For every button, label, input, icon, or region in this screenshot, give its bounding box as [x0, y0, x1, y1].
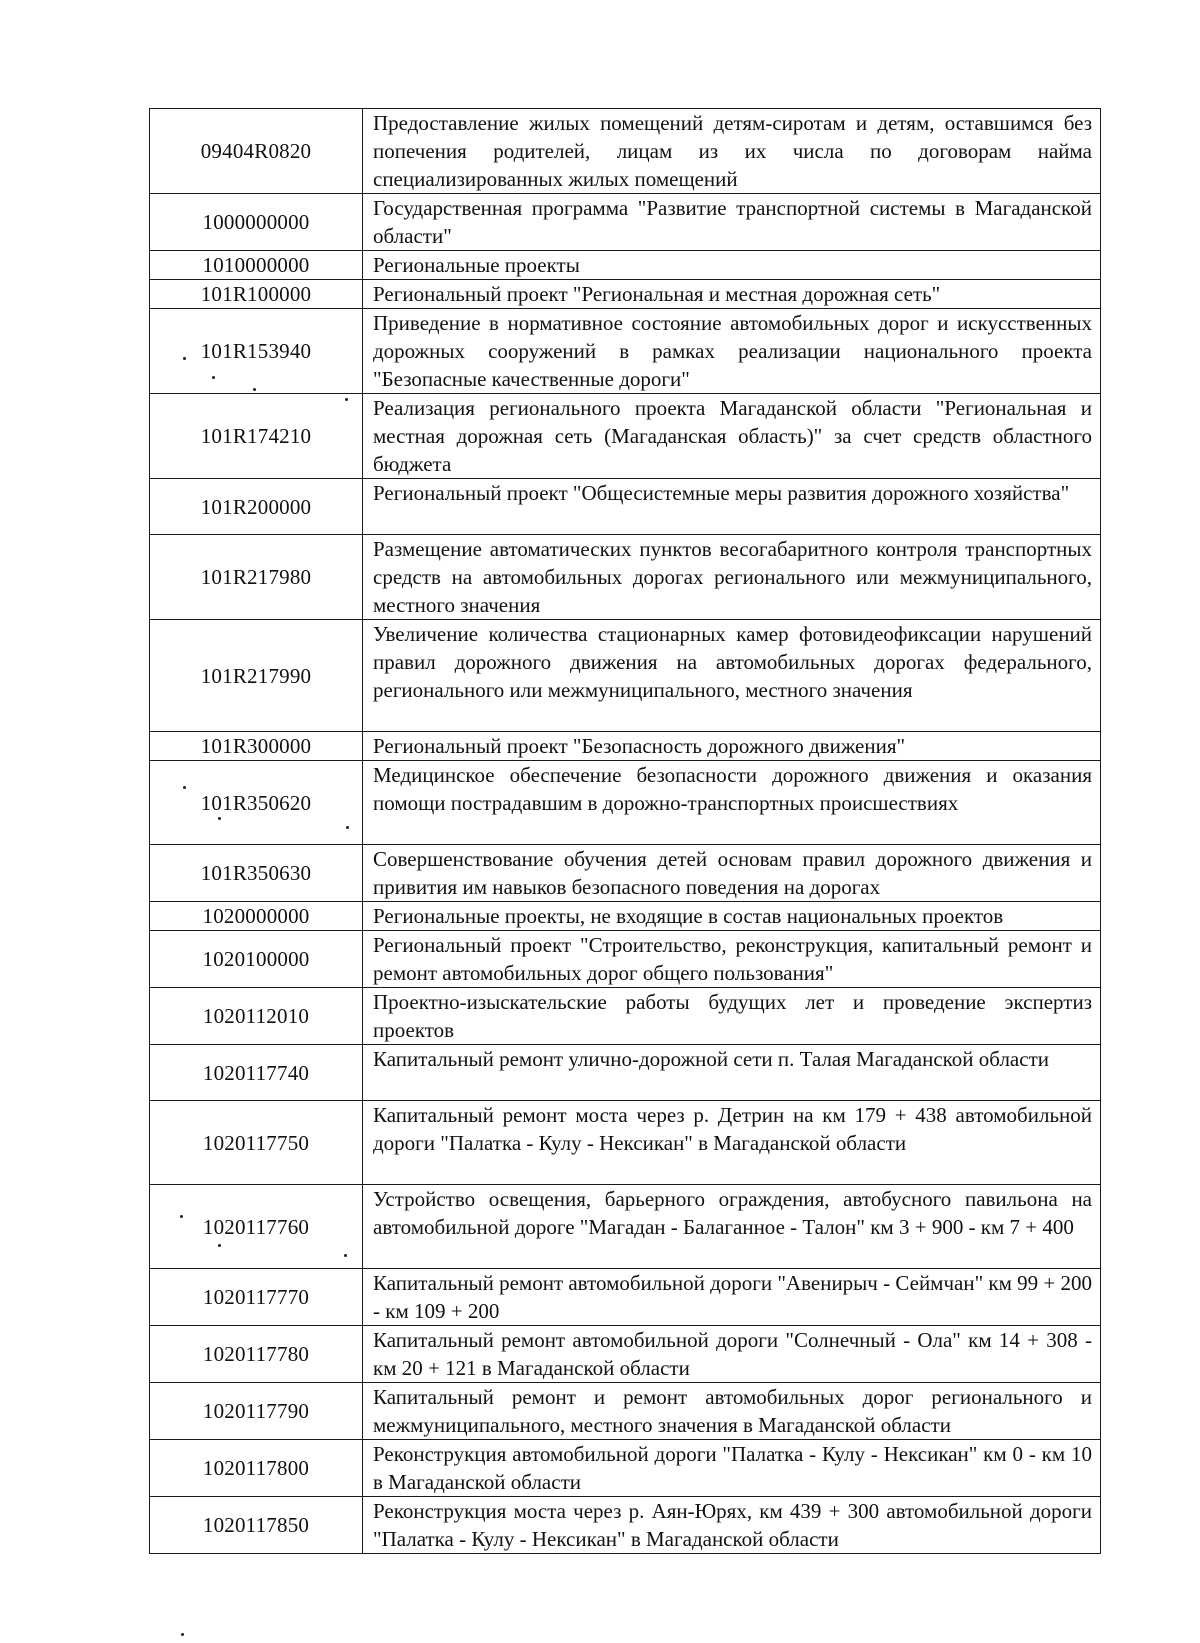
code-cell: 101R153940 — [150, 309, 363, 394]
scan-speck — [345, 398, 348, 401]
description-cell: Реконструкция автомобильной дороги "Палатка - Кулу - Нексикан" км 0 - км 10 в Магаданской области — [363, 1440, 1101, 1497]
code-cell: 101R300000 — [150, 732, 363, 761]
code-cell: 1020117780 — [150, 1326, 363, 1383]
code-cell: 101R350620 — [150, 761, 363, 845]
code-cell: 1020117790 — [150, 1383, 363, 1440]
table-row — [150, 1045, 1101, 1101]
scan-speck — [253, 388, 256, 391]
description-cell: Реализация регионального проекта Магаданской области "Региональная и местная дорожная сеть (Магаданская область)" за счет средств областного бюджета — [363, 394, 1101, 479]
description-cell: Капитальный ремонт моста через р. Детрин на км 179 + 438 автомобильной дороги "Палатка - Кулу - Нексикан" в Магаданской области — [363, 1101, 1101, 1185]
scan-speck — [218, 817, 221, 820]
scan-speck — [218, 1244, 221, 1247]
code-cell: 1020100000 — [150, 931, 363, 988]
code-cell: 1000000000 — [150, 194, 363, 251]
scan-speck — [183, 786, 186, 789]
description-cell: Региональные проекты — [363, 251, 1101, 280]
description-cell: Капитальный ремонт автомобильной дороги "Авенирыч - Сеймчан" км 99 + 200 - км 109 + 200 — [363, 1269, 1101, 1326]
table-row — [150, 732, 1101, 761]
description-cell: Региональный проект "Региональная и местная дорожная сеть" — [363, 280, 1101, 309]
table-row — [150, 194, 1101, 251]
table-row — [150, 109, 1101, 194]
description-cell: Реконструкция моста через р. Аян-Юрях, км 439 + 300 автомобильной дороги "Палатка - Кулу - Нексикан" в Магаданской области — [363, 1497, 1101, 1554]
table-row — [150, 251, 1101, 280]
code-cell: 101R174210 — [150, 394, 363, 479]
description-cell: Региональные проекты, не входящие в состав национальных проектов — [363, 902, 1101, 931]
code-cell: 1020112010 — [150, 988, 363, 1045]
table-row — [150, 479, 1101, 535]
description-cell: Капитальный ремонт улично-дорожной сети п. Талая Магаданской области — [363, 1045, 1101, 1101]
table-row — [150, 1440, 1101, 1497]
scan-speck — [180, 1215, 183, 1218]
scan-speck — [344, 1254, 347, 1257]
description-cell: Увеличение количества стационарных камер фотовидеофиксации нарушений правил дорожного движения на автомобильных дорогах федерального, регионального или межмуниципального, местного значения — [363, 620, 1101, 732]
table-row — [150, 280, 1101, 309]
table-row — [150, 394, 1101, 479]
table-row — [150, 620, 1101, 732]
table-row — [150, 1269, 1101, 1326]
description-cell: Капитальный ремонт автомобильной дороги "Солнечный - Ола" км 14 + 308 - км 20 + 121 в Магаданской области — [363, 1326, 1101, 1383]
table-row — [150, 988, 1101, 1045]
code-cell: 1020117850 — [150, 1497, 363, 1554]
code-cell: 1020117800 — [150, 1440, 363, 1497]
code-cell: 101R100000 — [150, 280, 363, 309]
description-cell: Региональный проект "Общесистемные меры развития дорожного хозяйства" — [363, 479, 1101, 535]
table-row — [150, 1497, 1101, 1554]
code-cell: 1020000000 — [150, 902, 363, 931]
code-cell: 101R217980 — [150, 535, 363, 620]
table-row — [150, 1185, 1101, 1269]
description-cell: Региональный проект "Безопасность дорожного движения" — [363, 732, 1101, 761]
description-cell: Проектно-изыскательские работы будущих лет и проведение экспертиз проектов — [363, 988, 1101, 1045]
code-cell: 1020117770 — [150, 1269, 363, 1326]
budget-code-table — [149, 108, 1101, 1554]
description-cell: Совершенствование обучения детей основам правил дорожного движения и привития им навыков безопасного поведения на дорогах — [363, 845, 1101, 902]
description-cell: Размещение автоматических пунктов весогабаритного контроля транспортных средств на автомобильных дорогах регионального или межмуниципального, местного значения — [363, 535, 1101, 620]
table-row — [150, 535, 1101, 620]
description-cell: Предоставление жилых помещений детям-сиротам и детям, оставшимся без попечения родителей, лицам из их числа по договорам найма специализированных жилых помещений — [363, 109, 1101, 194]
description-cell: Устройство освещения, барьерного ограждения, автобусного павильона на автомобильной дороге "Магадан - Балаганное - Талон" км 3 + 900 - км 7 + 400 — [363, 1185, 1101, 1269]
scan-speck — [181, 1633, 184, 1636]
code-cell: 1020117750 — [150, 1101, 363, 1185]
table-row — [150, 845, 1101, 902]
table-row — [150, 931, 1101, 988]
scan-speck — [183, 357, 186, 360]
scan-speck — [212, 376, 215, 379]
table-row — [150, 1101, 1101, 1185]
code-cell: 101R200000 — [150, 479, 363, 535]
table-row — [150, 1326, 1101, 1383]
code-cell: 1020117760 — [150, 1185, 363, 1269]
scan-speck — [346, 826, 349, 829]
code-cell: 101R217990 — [150, 620, 363, 732]
description-cell: Приведение в нормативное состояние автомобильных дорог и искусственных дорожных сооружений в рамках реализации национального проекта "Безопасные качественные дороги" — [363, 309, 1101, 394]
table-row — [150, 1383, 1101, 1440]
code-cell: 1020117740 — [150, 1045, 363, 1101]
description-cell: Региональный проект "Строительство, реконструкция, капитальный ремонт и ремонт автомобильных дорог общего пользования" — [363, 931, 1101, 988]
code-cell: 101R350630 — [150, 845, 363, 902]
table-row — [150, 761, 1101, 845]
table-row — [150, 902, 1101, 931]
table-row — [150, 309, 1101, 394]
description-cell: Государственная программа "Развитие транспортной системы в Магаданской области" — [363, 194, 1101, 251]
code-cell: 09404R0820 — [150, 109, 363, 194]
description-cell: Капитальный ремонт и ремонт автомобильных дорог регионального и межмуниципального, местного значения в Магаданской области — [363, 1383, 1101, 1440]
description-cell: Медицинское обеспечение безопасности дорожного движения и оказания помощи пострадавшим в дорожно-транспортных происшествиях — [363, 761, 1101, 845]
code-cell: 1010000000 — [150, 251, 363, 280]
